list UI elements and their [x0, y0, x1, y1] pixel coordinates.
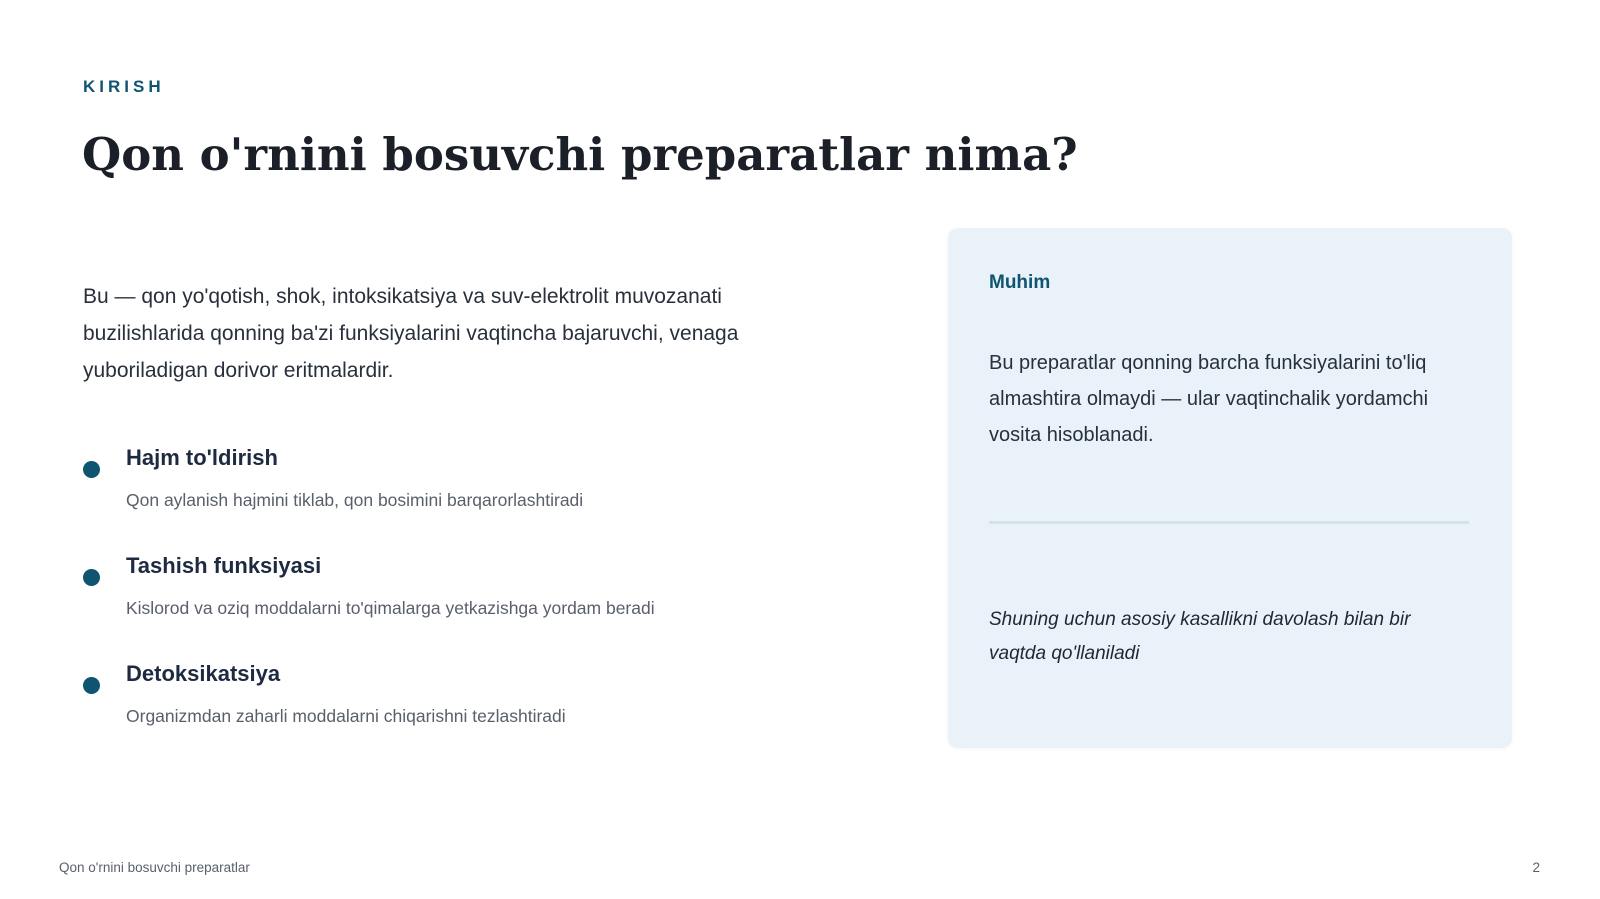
page-title: Qon o'rnini bosuvchi preparatlar nima? [82, 128, 1078, 181]
feature-item [83, 553, 843, 661]
feature-description: Kislorod va oziq moddalarni to'qimalarga yetkazishga yordam beradi [126, 598, 655, 618]
bullet-dot-icon [83, 461, 100, 478]
footer-deck-title: Qon o'rnini bosuvchi preparatlar [59, 860, 250, 875]
feature-list [83, 445, 843, 769]
feature-title: Detoksikatsiya [126, 661, 281, 686]
bullet-dot-icon [83, 569, 100, 586]
feature-title: Tashish funksiyasi [126, 553, 322, 578]
page-number: 2 [1532, 860, 1540, 875]
feature-description: Qon aylanish hajmini tiklab, qon bosimini barqarorlashtiradi [126, 490, 584, 510]
feature-title: Hajm to'ldirish [126, 445, 278, 470]
callout-text: Bu preparatlar qonning barcha funksiyalarini to'liq almashtira olmaydi — ular vaqtinchalik yordamchi vosita hisoblanadi. [989, 352, 1429, 446]
feature-item [83, 661, 843, 769]
callout-note: Shuning uchun asosiy kasallikni davolash bilan bir vaqtda qo'llaniladi [989, 609, 1411, 664]
feature-description: Organizmdan zaharli moddalarni chiqarishni tezlashtiradi [126, 706, 566, 726]
bullet-dot-icon [83, 677, 100, 694]
callout-divider [989, 521, 1469, 524]
important-callout [948, 228, 1512, 748]
intro-paragraph: Bu — qon yo'qotish, shok, intoksikatsiya va suv-elektrolit muvozanati buzilishlarida qonning ba'zi funksiyalarini vaqtincha bajaruvchi, venaga yuboriladigan dorivor eritmalardir. [83, 285, 739, 382]
callout-label: Muhim [989, 272, 1051, 293]
section-eyebrow: KIRISH [83, 77, 165, 96]
feature-item [83, 445, 843, 553]
